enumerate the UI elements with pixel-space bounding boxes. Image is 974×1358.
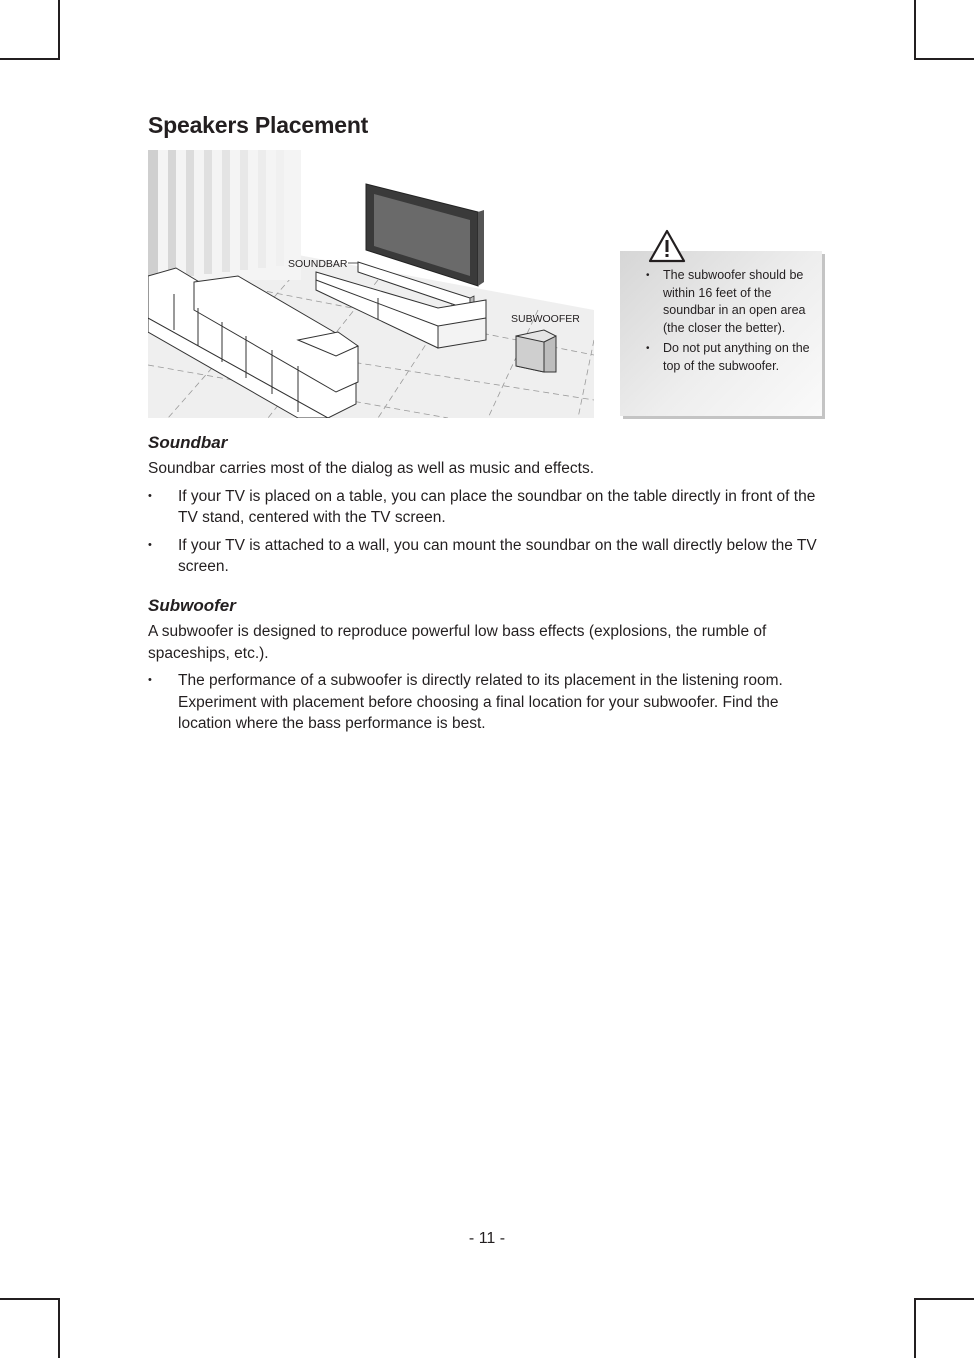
subwoofer-heading: Subwoofer [148,596,236,615]
speaker-placement-illustration [148,150,594,418]
soundbar-bullets [148,486,818,578]
crop-mark-bottom-right-v [914,1298,916,1358]
crop-mark-bottom-right-h [914,1298,974,1300]
list-item: • The performance of a subwoofer is directly related to its placement in the listening room. Experiment with placement before choosing a final location for your subwoofer. Find the location where the bass performance is best. [148,670,818,735]
crop-mark-top-right-h [914,58,974,60]
page-number: - 11 - [468,1230,506,1247]
caution-box [620,251,822,416]
subwoofer-intro: A subwoofer is designed to reproduce powerful low bass effects (explosions, the rumble of spaceships, etc.). [148,623,767,662]
soundbar-intro: Soundbar carries most of the dialog as well as music and effects. [148,460,594,477]
caution-list [620,267,820,378]
subwoofer-bullets [148,670,818,735]
crop-mark-top-left-h [0,58,60,60]
crop-mark-top-right-v [914,0,916,60]
page-title: Speakers Placement [148,112,369,138]
list-item: • If your TV is attached to a wall, you can mount the soundbar on the wall directly below the TV screen. [148,535,818,578]
caution-item: • Do not put anything on the top of the subwoofer. [620,340,820,375]
wall-panels [148,150,301,280]
soundbar-label: SOUNDBAR [288,258,348,270]
subwoofer-icon [516,330,556,372]
caution-item: • The subwoofer should be within 16 feet of the soundbar in an open area (the closer the better). [620,267,820,337]
crop-mark-bottom-left-v [58,1298,60,1358]
soundbar-section [148,432,818,584]
crop-mark-bottom-left-h [0,1298,60,1300]
subwoofer-label: SUBWOOFER [511,313,580,325]
list-item: • If your TV is placed on a table, you can place the soundbar on the table directly in front of the TV stand, centered with the TV screen. [148,486,818,529]
soundbar-heading: Soundbar [148,433,228,452]
warning-triangle-icon [648,229,686,263]
crop-mark-top-left-v [58,0,60,60]
subwoofer-section [148,595,818,741]
